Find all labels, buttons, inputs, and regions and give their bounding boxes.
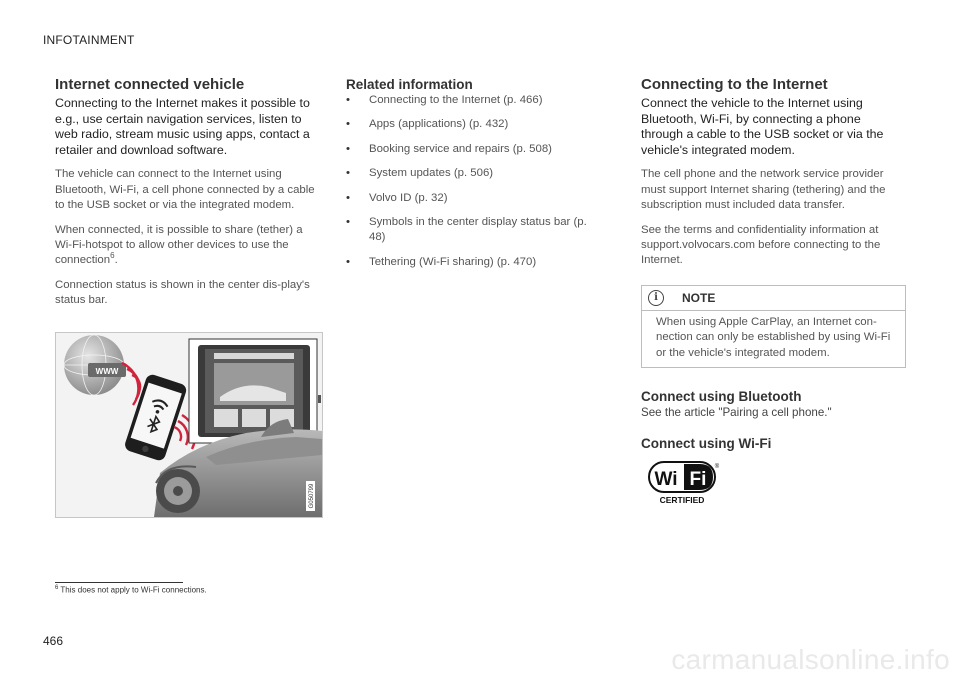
footnote-divider (55, 582, 183, 583)
note-header (642, 286, 905, 311)
page-number: 466 (43, 634, 64, 648)
note-text: When using Apple CarPlay, an Internet con-nection can only be established by using Wi-Fi or the vehicle's integrated modem. (656, 315, 891, 359)
heading-connect-wifi: Connect using Wi-Fi (641, 435, 772, 451)
illustration-graphic (56, 333, 322, 517)
heading-internet-connected-vehicle: Internet connected vehicle (55, 76, 245, 93)
watermark: carmanualsonline.info (671, 644, 950, 675)
related-link[interactable]: • Volvo ID (p. 32) (346, 191, 448, 204)
paragraph-connection-methods: The vehicle can connect to the Internet using Bluetooth, Wi-Fi, a cell phone connected by a cable to the USB socket or via the integrated modem. (55, 168, 315, 212)
related-link[interactable]: • Tethering (Wi-Fi sharing) (p. 470) (346, 255, 537, 268)
intro-paragraph: Connect the vehicle to the Internet using Bluetooth, Wi-Fi, by connecting a phone through a cable to the USB socket or via the vehicle's integrated modem. (641, 96, 884, 157)
wifi-logo-fi: Fi (689, 469, 707, 490)
section-label: INFOTAINMENT (43, 33, 135, 47)
paragraph-status-bar: Connection status is shown in the center dis-play's status bar. (55, 278, 310, 307)
paragraph-tethering: When connected, it is possible to share (tether) a Wi-Fi-hotspot to allow other devices to use the connection$^6$. (55, 223, 303, 267)
illustration-connected-car (55, 332, 323, 518)
smartphone-icon (123, 373, 188, 462)
paragraph-bluetooth: See the article "Pairing a cell phone." (641, 406, 832, 420)
related-links-list (346, 93, 592, 270)
column-related-information (346, 76, 592, 279)
figure-code: G050799 (309, 483, 315, 509)
note-title: NOTE (682, 290, 716, 305)
column-internet-connected-vehicle (55, 76, 321, 309)
footnote: $^6$ This does not apply to Wi-Fi connections. (55, 585, 207, 595)
wifi-certified-logo (648, 458, 722, 506)
heading-connecting-to-internet: Connecting to the Internet (641, 76, 828, 93)
related-link[interactable]: • Connecting to the Internet (p. 466) (346, 94, 543, 106)
related-link[interactable]: • Apps (applications) (p. 432) (346, 118, 509, 131)
info-icon: i (648, 290, 664, 306)
globe-icon (64, 335, 126, 395)
related-link[interactable]: • System updates (p. 506) (346, 167, 494, 180)
heading-connect-bluetooth: Connect using Bluetooth (641, 389, 802, 405)
heading-related-information: Related information (346, 77, 473, 92)
paragraph-tethering-support: The cell phone and the network service provider must support Internet sharing (tethering) and the subscription must included data transfer. (641, 168, 886, 212)
wifi-logo-wi: Wi (654, 469, 678, 490)
wifi-logo-registered: ® (714, 464, 720, 470)
intro-paragraph: Connecting to the Internet makes it possible to e.g., use certain navigation services, listen to web radio, stream music using apps, contact a retailer and download software. (55, 96, 310, 157)
related-link[interactable]: • Symbols in the center display status bar (p. 48) (346, 216, 587, 244)
related-link[interactable]: • Booking service and repairs (p. 508) (346, 142, 552, 155)
note-box (641, 285, 906, 368)
globe-www-label: WWW (95, 367, 119, 376)
footnote-reference[interactable]: 6 (110, 251, 115, 261)
column-connecting-to-internet (641, 76, 906, 452)
wifi-logo-certified: CERTIFIED (659, 495, 705, 505)
paragraph-terms: See the terms and confidentiality information at support.volvocars.com before connecting to the Internet. (641, 223, 881, 267)
